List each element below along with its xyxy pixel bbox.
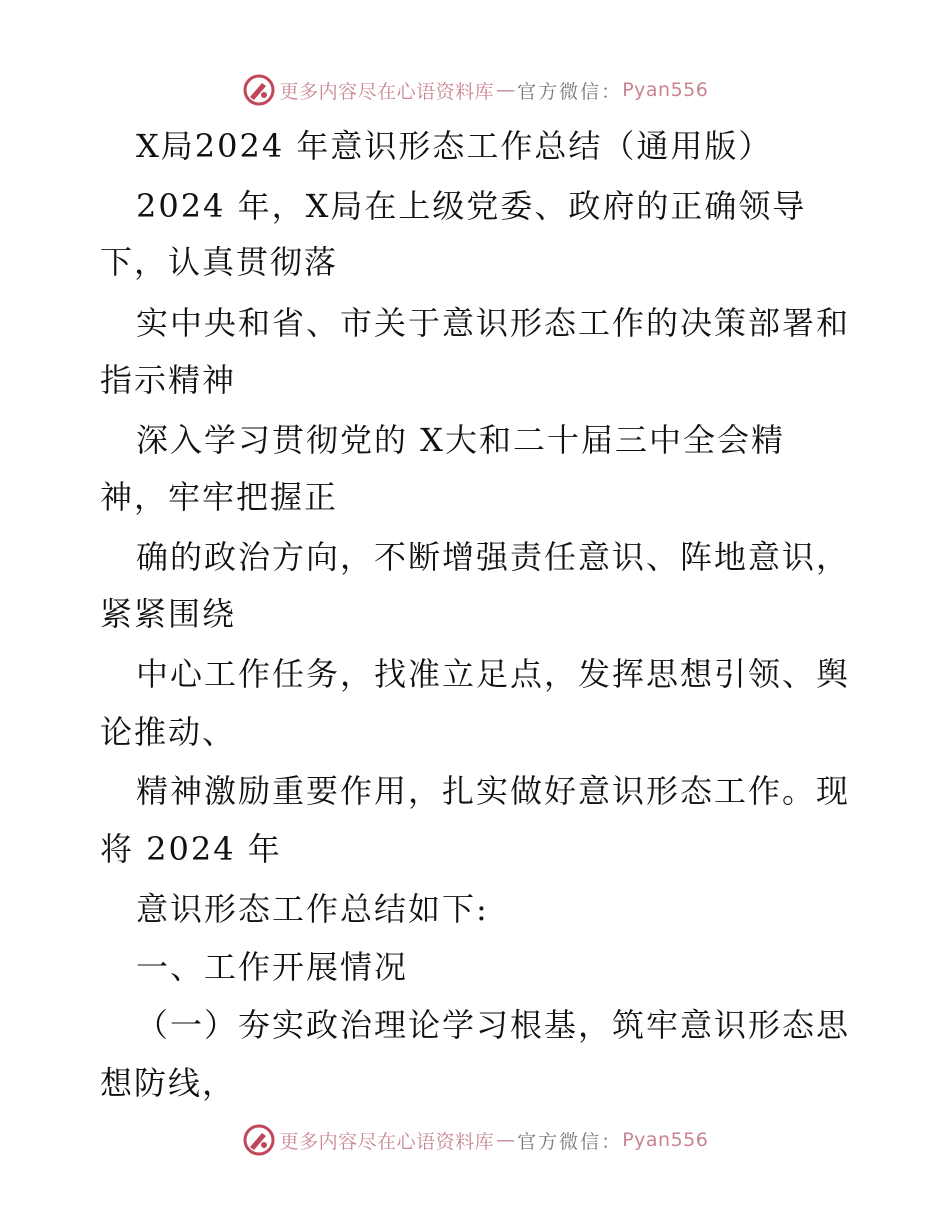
watermark-main-text: 更多内容尽在心语资料库 — [279, 80, 495, 103]
watermark-dash: — — [496, 79, 516, 101]
document-line: 深入学习贯彻党的 X大和二十届三中全会精 — [136, 421, 785, 459]
document-line: 神，牢牢把握正 — [100, 478, 339, 516]
document-title: X局2024 年意识形态工作总结（通用版） — [136, 127, 773, 165]
watermark-label: 官方微信： — [517, 80, 623, 103]
document-line: 2024 年，X局在上级党委、政府的正确领导 — [136, 187, 807, 225]
watermark-main-text: 更多内容尽在心语资料库 — [279, 1130, 495, 1153]
document-line: 意识形态工作总结如下: — [136, 890, 489, 928]
document-line: 下，认真贯彻落 — [100, 243, 339, 281]
pen-circle-logo-icon — [242, 1123, 276, 1157]
watermark-wechat-id: Pyan556 — [622, 79, 709, 101]
document-line: 实中央和省、市关于意识形态工作的决策部署和 — [136, 304, 851, 342]
subsection-heading: （一）夯实政治理论学习根基，筑牢意识形态思 — [136, 1006, 851, 1044]
document-line: 指示精神 — [100, 361, 237, 399]
watermark-wechat-id: Pyan556 — [622, 1129, 709, 1151]
document-line: 紧紧围绕 — [100, 595, 237, 633]
document-line: 精神激励重要作用，扎实做好意识形态工作。现 — [136, 772, 851, 810]
watermark-label: 官方微信： — [517, 1130, 623, 1153]
document-line: 论推动、 — [100, 713, 237, 751]
document-line: 将 2024 年 — [100, 830, 282, 868]
pen-circle-logo-icon — [242, 73, 276, 107]
document-line: 确的政治方向，不断增强责任意识、阵地意识， — [136, 538, 851, 576]
footer-watermark — [0, 1122, 950, 1158]
section-heading: 一、工作开展情况 — [136, 948, 409, 986]
watermark-dash: — — [496, 1129, 516, 1151]
header-watermark — [0, 72, 950, 108]
document-line: 想防线， — [100, 1064, 237, 1102]
document-line: 中心工作任务，找准立足点，发挥思想引领、舆 — [136, 655, 851, 693]
